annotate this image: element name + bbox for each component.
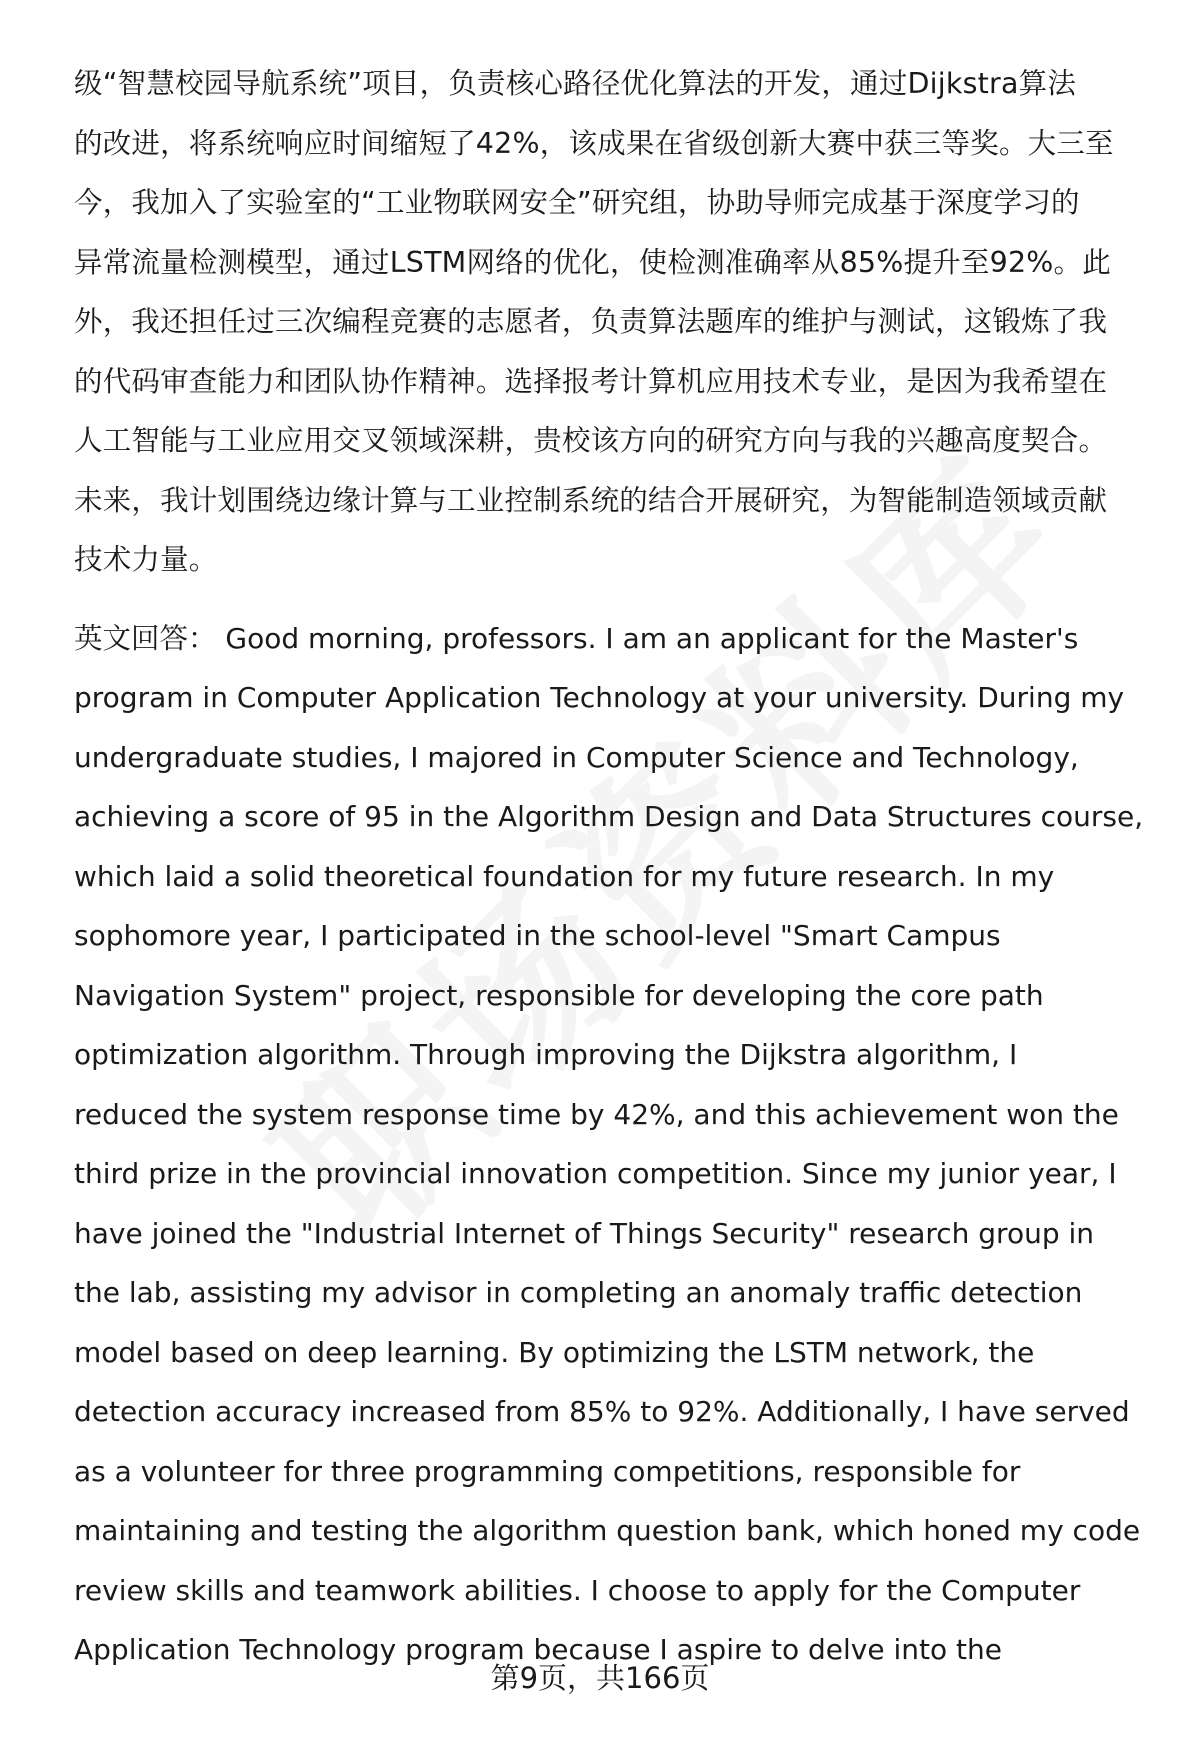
page-footer: 第9页，共166页 <box>490 1661 710 1695</box>
document-body <box>74 54 1164 1680</box>
english-answer-label: 英文回答： <box>74 621 217 655</box>
english-answer-text: Good morning, professors. I am an applicant for the Master's program in Computer Application Technology at your university. During my undergraduate studies, I majored in Computer Science and Technology, achieving a score of 95 in the Algorithm Design and Data Structures course, which laid a solid theoretical foundation for my future research. In my sophomore year, I participated in the school-level "Smart Campus Navigation System" project, responsible for developing the core path optimization algorithm. Through improving the Dijkstra algorithm, I reduced the system response time by 42%, and this achievement won the third prize in the provincial innovation competition. Since my junior year, I have joined the "Industrial Internet of Things Security" research group in the lab, assisting my advisor in completing an anomaly traffic detection model based on deep learning. By optimizing the LSTM network, the detection accuracy increased from 85% to 92%. Additionally, I have served as a volunteer for three programming competitions, responsible for maintaining and testing the algorithm question bank, which honed my code review skills and teamwork abilities. I choose to apply for the Computer Application Technology program because I aspire to delve into the <box>74 621 1144 1666</box>
english-answer-paragraph <box>74 609 1164 1680</box>
chinese-answer-paragraph: 级“智慧校园导航系统”项目，负责核心路径优化算法的开发，通过Dijkstra算法 的改进，将系统响应时间缩短了42%，该成果在省级创新大赛中获三等奖。大三至 今，我加入了实验室的“工业物联网安全”研究组，协助导师完成基于深度学习的 异常流量检测模型，通过LSTM网络的优化，使检测准确率从85%提升至92%。此 外，我还担任过三次编程竞赛的志愿者，负责算法题库的维护与测试，这锻炼了我 的代码审查能力和团队协作精神。选择报考计算机应用技术专业，是因为我希望在 人工智能与工业应用交叉领域深耕，贵校该方向的研究方向与我的兴趣高度契合。 未来，我计划围绕边缘计算与工业控制系统的结合开展研究，为智能制造领域贡献 技术力量。 <box>74 67 1114 576</box>
